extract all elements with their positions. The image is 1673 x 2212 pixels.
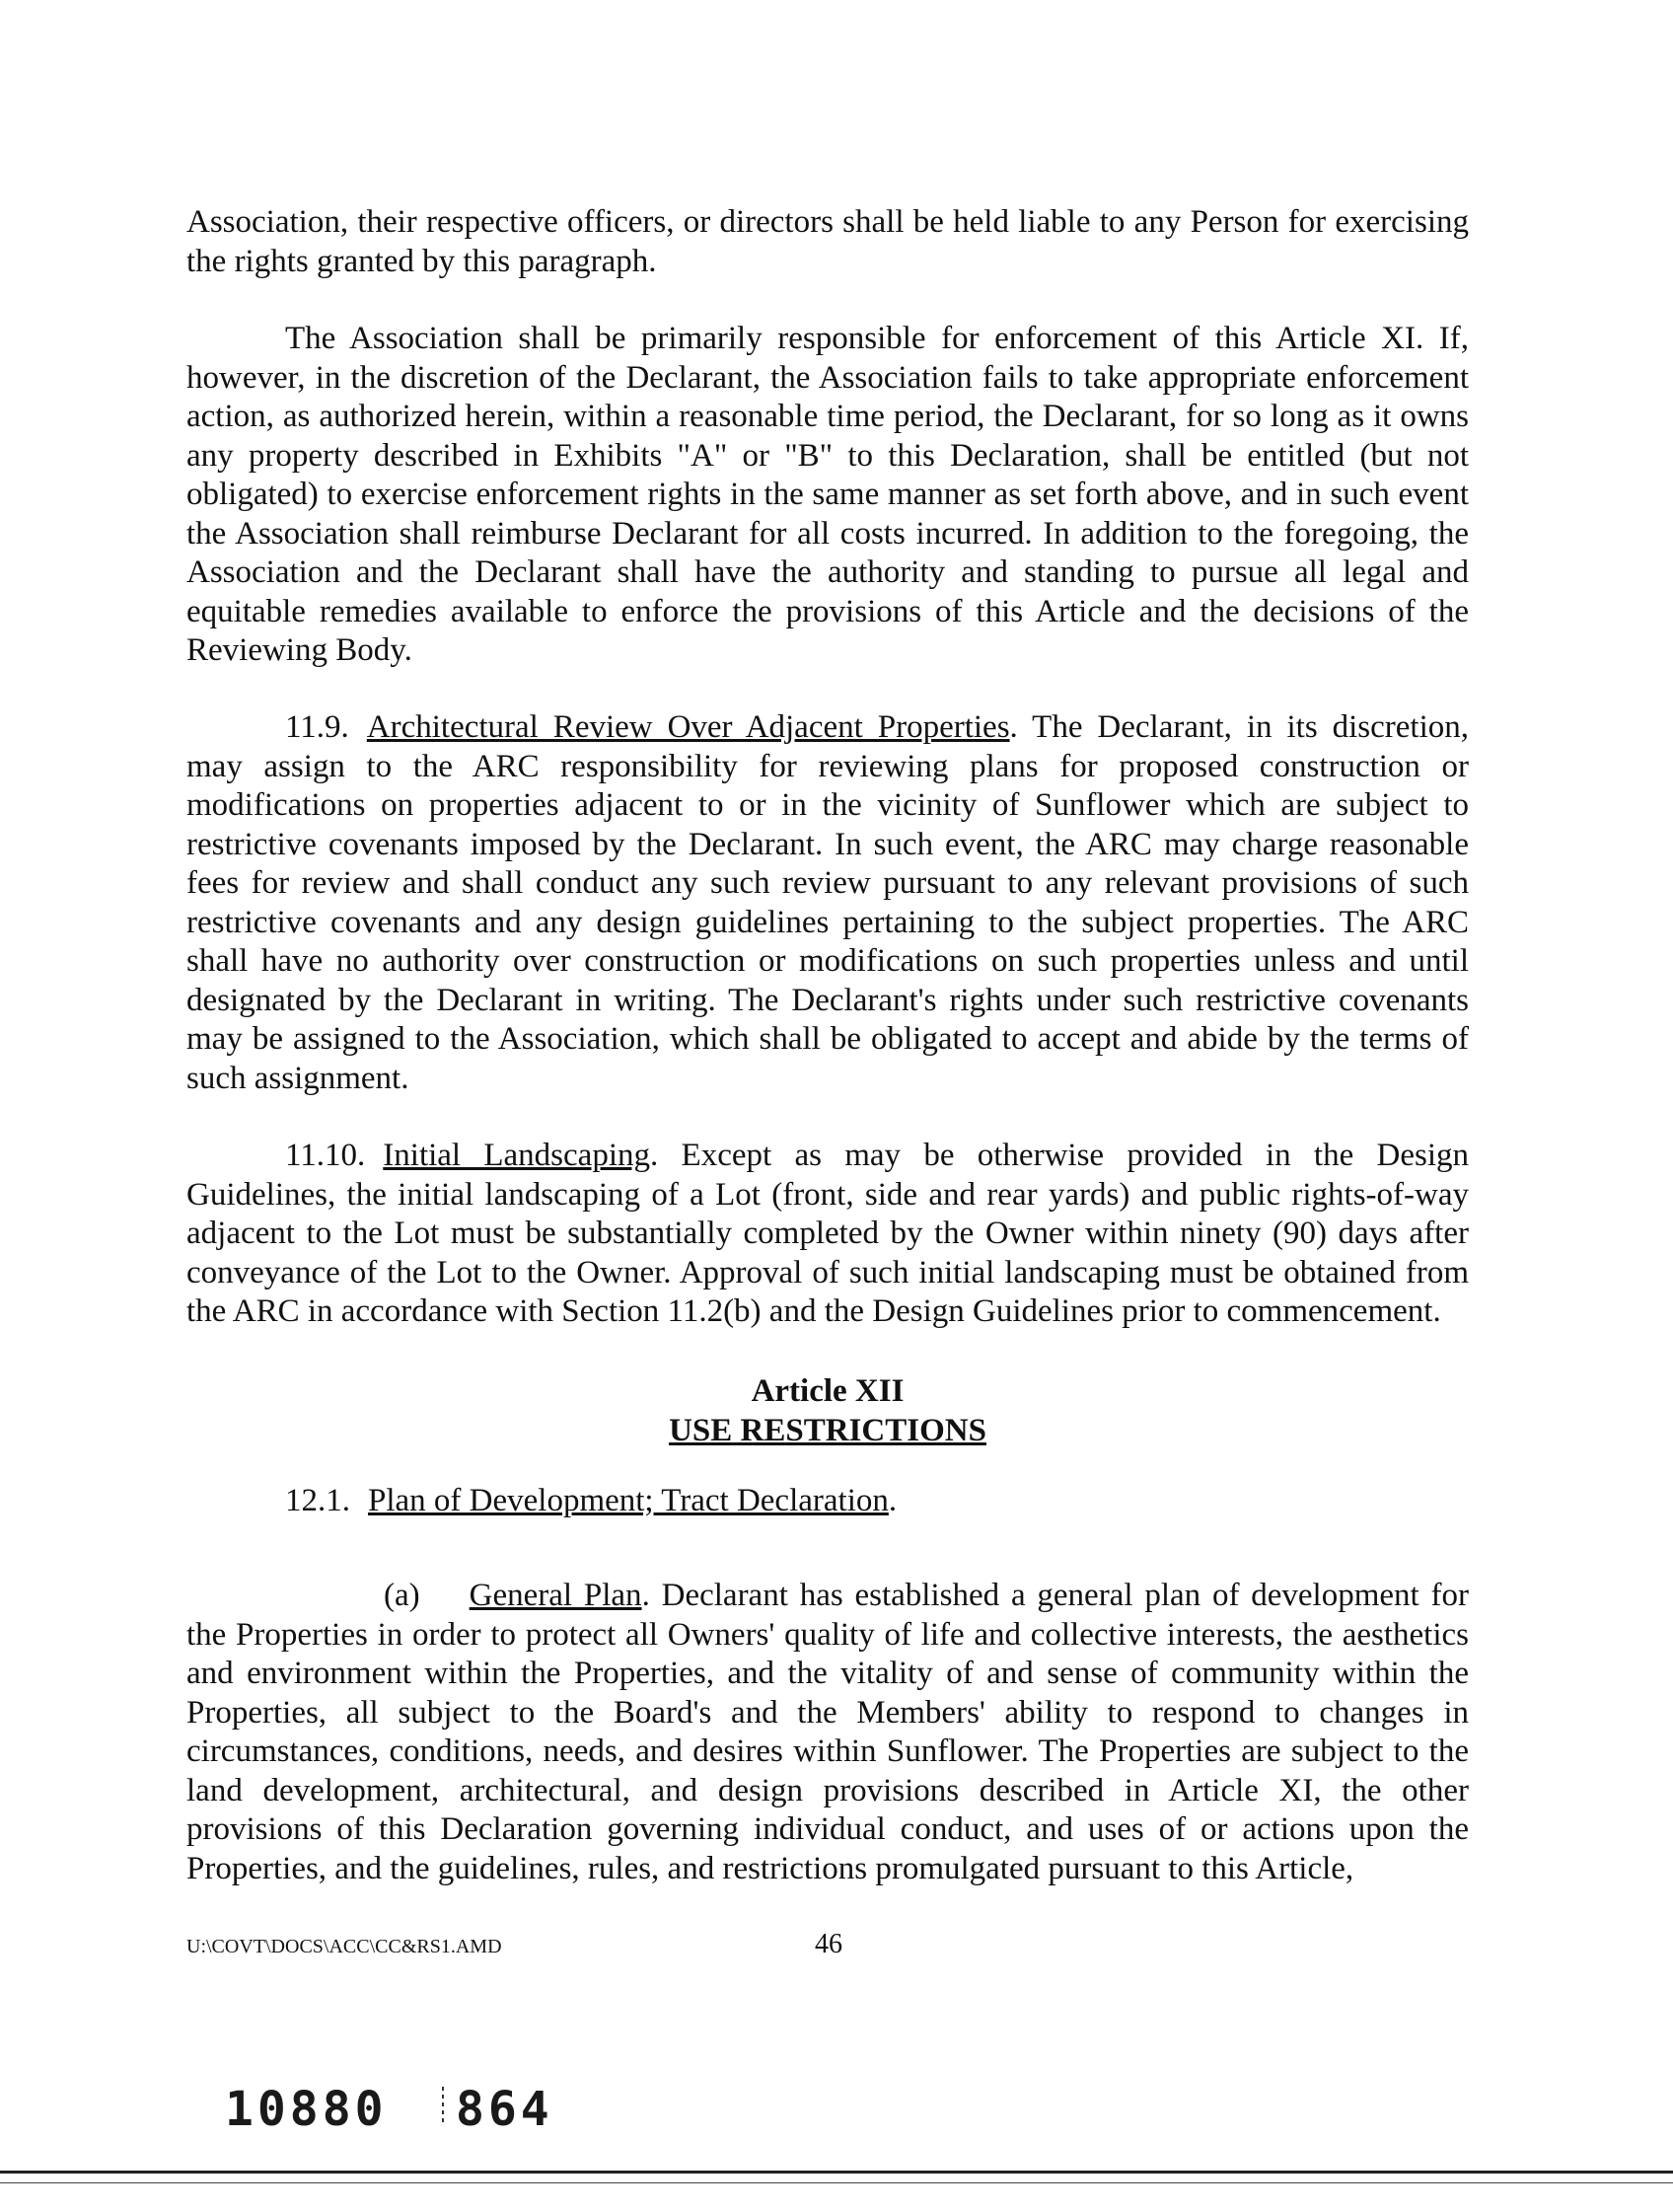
article-heading	[186, 1371, 1469, 1450]
section-heading: Initial Landscaping	[383, 1138, 650, 1173]
page-number: 46	[815, 1929, 842, 1959]
section-11-10	[186, 1137, 1469, 1332]
paragraph-enforcement: The Association shall be primarily responsible for enforcement of this Article XI. If, however, in the discretion of the Declarant, the Association fails to take appropriate enforcement action, as authorized herein, within a reasonable time period, the Declarant, for so long as it owns any property described in Exhibits "A" or "B" to this Declaration, shall be entitled (but not obligated) to exercise enforcement rights in the same manner as set forth above, and in such event the Association shall reimburse Declarant for all costs incurred. In addition to the foregoing, the Association and the Declarant shall have the authority and standing to pursue all legal and equitable remedies available to enforce the provisions of this Article and the decisions of the Reviewing Body.	[186, 321, 1469, 668]
section-body: . The Declarant, in its discretion, may assign to the ARC responsibility for reviewing plans for proposed construction or modifications on properties adjacent to or in the vicinity of Sunflower which are subject to restrictive covenants imposed by the Declarant. In such event, the ARC may charge reasonable fees for review and shall conduct any such review pursuant to any relevant provisions of such restrictive covenants and any design guidelines pertaining to the subject properties. The ARC shall have no authority over construction or modifications on such properties unless and until designated by the Declarant in writing. The Declarant's rights under such restrictive covenants may be assigned to the Association, which shall be obligated to accept and abide by the terms of such assignment.	[186, 709, 1470, 1096]
section-number: 11.10.	[285, 1138, 366, 1173]
section-12-1-a	[186, 1577, 1469, 1888]
bottom-border-line-secondary	[0, 2182, 1673, 2183]
section-heading: Plan of Development; Tract Declaration	[368, 1483, 889, 1518]
subsection-label: (a)	[384, 1578, 420, 1613]
article-title: Article XII	[751, 1373, 905, 1409]
section-heading: Architectural Review Over Adjacent Properties	[366, 709, 1010, 745]
section-number: 12.1.	[285, 1483, 350, 1518]
bottom-border-line	[0, 2171, 1673, 2174]
section-body: . Except as may be otherwise provided in the Design Guidelines, the initial landscaping of a Lot (front, side and rear yards) and public rights-of-way adjacent to the Lot must be substantially completed by the Owner within ninety (90) days after conveyance of the Lot to the Owner. Approval of such initial landscaping must be obtained from the ARC in accordance with Section 11.2(b) and the Design Guidelines prior to commencement.	[186, 1138, 1469, 1329]
footer-file-path: U:\COVT\DOCS\ACC\CC&RS1.AMD	[186, 1936, 502, 1957]
recording-stamp-page: 864	[456, 2082, 553, 2137]
section-number: 11.9.	[285, 709, 349, 745]
subsection-heading: General Plan	[469, 1578, 642, 1613]
section-12-1	[186, 1482, 1469, 1521]
subsection-body: . Declarant has established a general plan of development for the Properties in order to protect all Owners' quality of life and collective interests, the aesthetics and environment within the Properties, and the vitality of and sense of community within the Properties, all subject to the Board's and the Members' ability to respond to changes in circumstances, conditions, needs, and desires within Sunflower. The Properties are subject to the land development, architectural, and design provisions described in Article XI, the other provisions of this Declaration governing individual conduct, and uses of or actions upon the Properties, and the guidelines, rules, and restrictions promulgated pursuant to this Article,	[186, 1578, 1469, 1886]
stamp-separator	[442, 2087, 444, 2126]
recording-stamp-book: 10880	[225, 2082, 388, 2137]
article-subtitle: USE RESTRICTIONS	[669, 1413, 986, 1448]
section-11-9	[186, 708, 1469, 1098]
paragraph-continuation: Association, their respective officers, or directors shall be held liable to any Person for exercising the rights granted by this paragraph.	[186, 204, 1469, 279]
section-heading-period: .	[888, 1483, 898, 1518]
